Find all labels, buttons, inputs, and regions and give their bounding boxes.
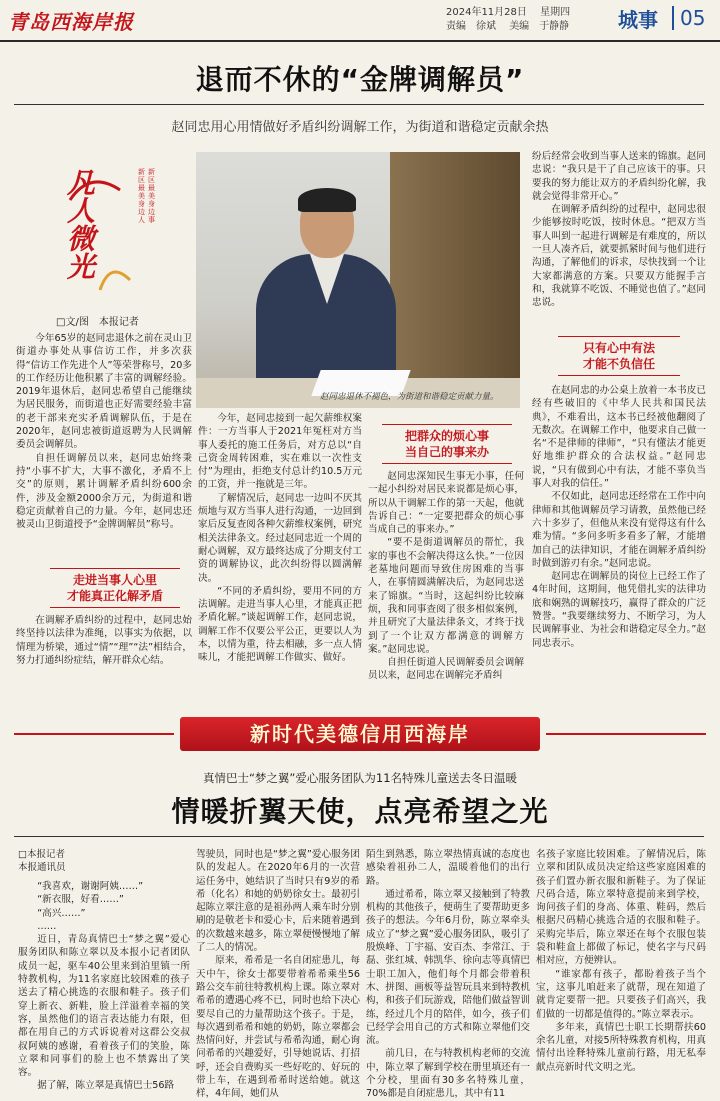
paragraph: 在赵同忠的办公桌上放着一本书皮已经有些破旧的《中华人民共和国民法典》，不难看出，这本书已经被他翻阅了无数次。在调解工作中，他要求自己做一名“不是律师的律师”，“只有懂法才能更好地维护群众的合法权益。”赵同忠说，“只有做到心中有法，才能不辜负当事人对我的信任。” <box>532 385 706 490</box>
paragraph: 陌生到熟悉，陈立翠热情真诚的态度也感染着祖孙二人，温暖着他们的出行路。 <box>366 849 530 887</box>
article1-subhead-3: 只有心中有法 才能不负信任 <box>558 340 680 372</box>
page-number: 05 <box>672 6 705 30</box>
paragraph: 据了解，陈立翠是真情巴士56路 <box>37 1080 175 1092</box>
article1-col1 <box>16 332 192 564</box>
paragraph: 了解情况后，赵同忠一边叫不厌其烦地与双方当事人进行沟通，一边回到家后反复查阅各种欠薪维权案例，研究相关法律条文。经过赵同忠近一个周的耐心调解，双方最终达成了分期支付工资的调解协议，此次纠纷得以圆满解决。 <box>198 492 362 584</box>
paragraph: “我喜欢，谢谢阿姨……” <box>37 881 144 892</box>
article1-col1b <box>16 614 192 704</box>
paragraph: 今年65岁的赵同忠退休之前在灵山卫街道办事处从事信访工作，并多次获得“信访工作先进个人”等荣誉称号，20多的工作经历让他积累了丰富的调解经验。2019年退休后，赵同忠希望自己能继续为居民服务，而街道也正好需要经验丰富的老干部来充实矛盾调解队伍，于是在2020年，赵同忠被街道返聘为人民调解委员会调解员。 <box>16 333 192 451</box>
masthead <box>0 0 720 42</box>
title-rule <box>14 104 704 105</box>
article1-col3 <box>368 470 524 704</box>
badge-title: 凡人微光 <box>63 168 96 280</box>
article2-banner: 新时代美德信用西海岸 <box>180 717 540 751</box>
badge-side-text-1: 新区最美身边人 <box>138 168 145 224</box>
article2-title: 情暖折翼天使，点亮希望之光 <box>171 795 549 828</box>
paragraph: 赵同忠在调解员的岗位上已经工作了4年时间，这期间，他凭借扎实的法律功底和娴熟的调解技巧，赢得了群众的广泛赞誉。“我要继续努力、不断学习，为人民调解事业、为社会和谐稳定尽全力。”赵同忠表示。 <box>532 571 706 649</box>
article1-col2 <box>198 412 362 704</box>
paragraph: 名孩子家庭比较困难。了解情况后，陈立翠和团队成员决定给这些家庭困难的孩子们置办新衣服和新鞋子。为了保证尺码合适，陈立翠特意提前来到学校，询问孩子们的身高、体重、鞋码，然后根据尺码精心挑选合适的衣服和鞋子。采购完毕后，陈立翠还在每个衣服包装袋和鞋盒上都做了标记，使名字与尺码相对应，方便辨认。 <box>536 849 706 967</box>
title-rule-2 <box>14 836 704 837</box>
paragraph: “要不是街道调解员的帮忙，我家的事也不会解决得这么快。”一位因老墓地问题而导致住房困难的当事人，在事情圆满解决后，为赵同忠送来了锦旗。“当时，这起纠纷比较麻烦，我和同事查阅了很多相似案例，并且研究了大量法律条文，才终于找到了一个让双方都满意的调解方案。”赵同忠说。 <box>368 537 524 655</box>
banner-rule-right <box>546 733 706 735</box>
section-name: 城事 <box>618 8 658 32</box>
badge-side-text-2: 新区最美身边事 <box>148 168 155 224</box>
paragraph: 不仅如此，赵同忠还经常在工作中向律师和其他调解员学习请教，虽然他已经六十多岁了，但他从来没有觉得这有什么难为情。“多问多听多看多了解，才能增加自己的法律知识，才能在调解矛盾纠纷时做到游刃有余。”赵同忠说。 <box>532 491 706 569</box>
article1-photo <box>196 152 520 408</box>
dateline <box>446 6 580 34</box>
paragraph: 自担任街道人民调解委员会调解员以来，赵同忠在调解完矛盾纠 <box>368 657 524 682</box>
paragraph: 在调解矛盾纠纷的过程中，赵同忠很少能够按时吃饭，按时休息。“把双方当事人叫到一起进行调解是有难度的，所以一旦人凑齐后，就要抓紧时间与他们进行沟通，了解他们的诉求，尽快找到一个让大家都满意的方案。只要双方能握手言和，我就算不吃饭、不睡觉也值了。”赵同忠说。 <box>532 204 706 309</box>
editor-role-2: 美编 <box>509 21 530 32</box>
editor-role-1: 责编 <box>446 21 466 32</box>
paragraph: 多年来，真情巴士职工长期帮扶60余名儿童，对接5所特殊教育机构，用真情付出诠释特殊儿童前行路，用无私奉献点亮新时代文明之光。 <box>536 1021 706 1073</box>
paragraph: 在调解矛盾纠纷的过程中，赵同忠始终坚持以法律为准绳，以事实为依据，以情理为桥梁，通过“情”“理”“法”相结合，努力打通纠纷症结，解开群众心结。 <box>16 615 192 666</box>
weekday: 星期四 <box>540 7 571 18</box>
article1-subhead-1: 走进当事人心里 才能真正化解矛盾 <box>50 572 180 604</box>
paragraph: “不同的矛盾纠纷，要用不同的方法调解。走进当事人心里，才能真正把矛盾化解。”谈起调解工作，赵同忠说，调解工作不仅要公平公正，更要以人为本，以情为重，待去相融，多一点人情味儿，才能把调解工作做实、做好。 <box>198 585 362 664</box>
photo-caption: 赵同忠退休不褪色，为街道和谐稳定贡献力量。 <box>320 392 499 402</box>
paragraph: “新衣服，好看……” <box>37 894 124 906</box>
fanren-weiguang-badge <box>60 160 160 310</box>
paragraph: “高兴……” <box>37 907 86 919</box>
byline-reporter: □本报记者 <box>18 849 75 860</box>
article2-col2 <box>196 848 360 1100</box>
newspaper-logo: 青岛西海岸报 <box>8 10 134 34</box>
article2-col4 <box>536 848 706 1090</box>
article1-title: 退而不休的“金牌调解员” <box>195 63 525 96</box>
issue-date: 2024年11月28日 <box>446 7 527 18</box>
paragraph: 自担任调解员以来，赵同忠始终秉持“小事不扩大，大事不激化，矛盾不上交”的原则，累计调解矛盾纠纷600余件，涉及金额2000余万元，为街道和谐稳定贡献着自己的力量。今年，赵同忠还被灵山卫街道授予“金牌调解员”称号。 <box>16 452 192 531</box>
banner-rule-left <box>14 733 174 735</box>
article2-col1 <box>18 880 190 1090</box>
article1-byline: □文/图 本报记者 <box>56 317 149 328</box>
paragraph: 驾驶员，同时也是“梦之翼”爱心服务团队的发起人。在2020年6月的一次营运任务中，她结识了当时只有9岁的希希（化名）和她的奶奶徐女士。最初引起陈立翠注意的是祖孙两人乘车时分别刷的是敬老卡和爱心卡，后来随着遇到的次数越来越多，陈立翠便慢慢地了解了二人的情况。 <box>196 849 360 954</box>
byline-correspondent: 本报通讯员 <box>18 862 76 873</box>
article2-subtitle: 真情巴士“梦之翼”爱心服务团队为11名特殊儿童送去冬日温暖 <box>202 771 518 785</box>
paragraph: “谁家都有孩子，都盼着孩子当个宝，这事儿咱赶来了就帮，现在知道了就肯定要帮一把。只要孩子们高兴，我们做的一切都是值得的。”陈立翠表示。 <box>536 968 706 1020</box>
paragraph: 原来，希希是一名自闭症患儿，每天中午，徐女士都要带着希希乘坐56路公交车前往特教机构上课。陈立翠对希希的遭遇心疼不已，同时也给下决心要尽自己的力量帮助这个孩子。于是，每次遇到希希和她的奶奶，陈立翠都会热情问好，并尝试与希希沟通，耐心询问希希的兴趣爱好，引导她说话、打招呼，还会自费购买一些好吃的、好玩的带上车，在遇到希希时送给她。就这样，4年间，她们从 <box>196 955 360 1100</box>
article2-byline <box>18 848 75 874</box>
article1-subtitle: 赵同忠用心用情做好矛盾纠纷调解工作，为街道和谐稳定贡献余热 <box>171 120 549 135</box>
article2-col3 <box>366 848 530 1100</box>
photo-person <box>256 192 396 392</box>
paragraph: 赵同忠深知民生事无小事，任何一起小纠纷对居民来说都是烦心事，所以从干调解工作的第一天起，他就告诉自己：“一定要把群众的烦心事当成自己的事来办。” <box>368 471 524 536</box>
article1-col4b <box>532 384 706 704</box>
editor-1: 徐斌 <box>476 21 496 32</box>
paragraph: 近日，青岛真情巴士“梦之翼”爱心服务团队和陈立翠以及本报小记者团队成员一起，驱车40公里来到泊里镇一所特教机构，为11名家庭比较困难的孩子送去了精心挑选的衣服和鞋子。孩子们穿上新衣、新鞋，脸上洋溢着幸福的笑容，虽然他们的语言表达能力有限，但都在用自己的方式诉说着对这群公交叔叔阿姨的感谢，看着孩子们的笑脸，陈立翠和同事们的脸上也不禁露出了笑容。 <box>18 934 190 1079</box>
paragraph: 通过希希，陈立翠又接触到了特教机构的其他孩子，便萌生了要帮助更多孩子的想法。今年6月份，陈立翠牵头成立了“梦之翼”爱心服务团队，吸引了殷焕峰、丁宇福、安百杰、李常江、于磊、张红城、韩凯华、徐向志等真情巴士职工加入，他们每个月都会带着积木、拼图、画板等益智玩具来到特教机构，和孩子们玩游戏，陪他们做益智训练，经过几个月的陪伴，如今，孩子们已经学会用自己的方式和陈立翠他们交流。 <box>366 888 530 1047</box>
paragraph: 前几日，在与特教机构老师的交流中，陈立翠了解到学校在册里填还有一个分校，里面有30多名特殊儿童，70%都是自闭症患儿，其中有11 <box>366 1048 530 1100</box>
editor-2: 于静静 <box>539 21 570 32</box>
paragraph: 今年，赵同忠接到一起欠薪维权案件：一方当事人于2021年冤枉对方当事人委托的施工任务后，对方总以“自己资金周转困难，实在难以一次性支付”为理由，拒绝支付总计约10.5万元的工资，并一拖就是三年。 <box>198 413 362 491</box>
paragraph: 纷后经常会收到当事人送来的锦旗。赵同忠说：“我只是干了自己应该干的事。只要我的努力能让双方的矛盾纠纷化解，我就会觉得非常开心。” <box>532 151 706 202</box>
article1-subhead-2: 把群众的烦心事 当自己的事来办 <box>382 428 512 460</box>
paragraph: …… <box>37 920 57 932</box>
article1-col4 <box>532 150 706 318</box>
